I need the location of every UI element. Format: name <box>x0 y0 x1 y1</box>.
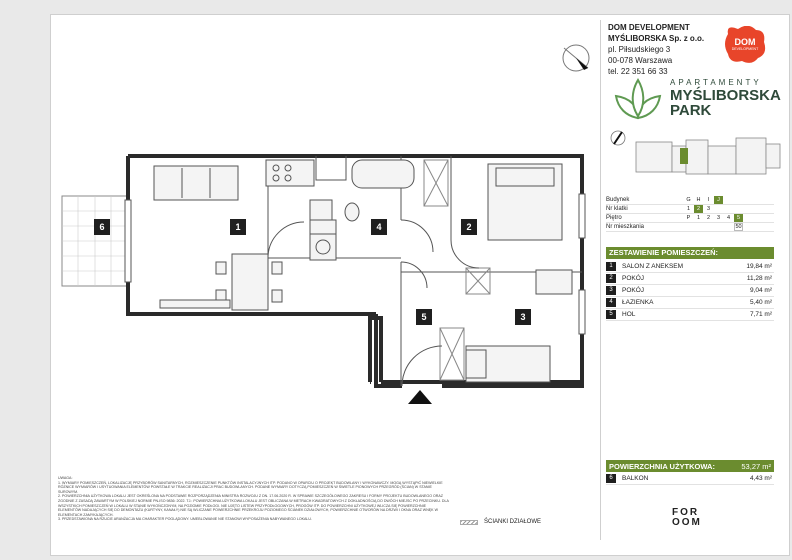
desk <box>536 270 572 294</box>
sofa <box>154 166 238 200</box>
entrance-arrow <box>408 390 432 404</box>
company-address: pl. Piłsudskiego 3 <box>608 45 671 54</box>
brand-middle: MYŚLIBORSKA <box>670 87 781 104</box>
dining-table <box>232 254 268 310</box>
compass-icon <box>560 42 592 74</box>
company-phone: tel. 22 351 66 33 <box>608 67 668 76</box>
floor-plan <box>56 150 596 410</box>
room-row: 2 POKÓJ 11,28 m² <box>606 273 774 285</box>
company-name: DOM DEVELOPMENT <box>608 23 690 32</box>
room-label-6: 6 <box>94 219 110 235</box>
room-row: 1 SALON Z ANEKSEM 19,84 m² <box>606 261 774 273</box>
notes: UWAGA: 1. WYMIARY POMIESZCZEŃ, LOKALIZACJĘ PRZYBORÓW SANITARNYCH, ROZMIESZCZENIE PUNKTÓW INSTALACYJNYCH ITP. PODANO W OPARCIU O PROJEKT BUDOWLANY I WYKONAWCZY. MOGĄ WYSTĄPIĆ NIEWIELKIE RÓŻNICE WYMIARÓW I USYTUOWANIA ELEMENTÓW POWSTAŁE W TRAKCIE REALIZACJI PRAC BUDOWLANYCH. PODANE WYMIARY DOTYCZĄ POMIESZCZEŃ W ŚWIETLE PIONOWYCH PRZEGRÓD (ŚCIAN) W STANIE SUROWYM. 2. POWIERZCHNIA UŻYTKOWA LOKALU JEST OKREŚLONA NA PODSTAWIE ROZPORZĄDZENIA MINISTRA ROZWOJU Z DN. 17.06.2020 R. W SPRAWIE SZCZEGÓŁOWEGO ZAKRESU I FORMY PROJEKTU BUDOWLANEGO ORAZ ZGODNIE Z ZASADĄ ZAWARTYM W POLSKIEJ NORMIE PN-ISO 9836: 2022. TJ.: POWIERZCHNIA UŻYTKOWA LOKALU JEST OBLICZANA W METRACH KWADRATOWYCH Z DOKŁADNOŚCIĄ DO DWÓCH MIEJSC PO PRZECINKU. DLA WSZYSTKICH POMIESZCZEŃ W LOKALU W STANIE WYKOŃCZONYM, NA POZIOMIE PODŁOGI. NIE UJĘTO LISTEW PRZYPODŁOGOWYCH, PROGÓW ITP. DO POWIERZCHNI UŻYTKOWEJ WLICZA SIĘ POWIERZCHNIE ELEMENTÓW NADAJĄCYCH SIĘ DO DEMONTAŻU (KURTYNY, KANAŁY) NIE SĄ WLICZANE POWIERZCHNIE PRZEKROJU POZIOMEGO ŚCIANEK DZIAŁOWYCH, POWIERZCHNIE OTWORÓW NA DRZWI I OKNA ORAZ WNĘK W ELEMENTACH ZAMYKAJĄCYCH. 3. PRZEDSTAWIONA NA RZUCIE ARANŻACJA MA CHARAKTER POGLĄDOWY. UMEBLOWANIE NIE STANOWI WYPOSAŻENIA NABYWANEGO LOKALU. <box>58 476 449 522</box>
legend: ŚCIANKI DZIAŁOWE <box>460 519 541 525</box>
meta-row-floor: Piętro P 1 2 3 4 5 <box>606 214 774 223</box>
company-city: 00-078 Warszawa <box>608 56 673 65</box>
company-info <box>608 22 704 77</box>
company-legal: MYŚLIBORSKA Sp. z o.o. <box>608 34 705 43</box>
room-label-3: 3 <box>515 309 531 325</box>
meta-row-building: Budynek G H I J <box>606 196 774 205</box>
room-row: 4 ŁAZIENKA 5,40 m² <box>606 297 774 309</box>
washbasin <box>310 200 332 222</box>
sheet-divider <box>600 20 601 540</box>
total-area: POWIERZCHNIA UŻYTKOWA: 53,27 m² <box>606 460 774 472</box>
room-row: 5 HOL 7,71 m² <box>606 309 774 321</box>
meta-row-apartment: Nr mieszkania 50 <box>606 223 774 232</box>
washing-machine <box>310 234 336 260</box>
meta-table <box>606 196 774 232</box>
brand-bottom: PARK <box>670 102 712 119</box>
room-label-2: 2 <box>461 219 477 235</box>
leaf-icon <box>610 76 666 120</box>
bathtub <box>352 160 414 188</box>
brand-logo <box>610 76 780 120</box>
dom-logo: DOM DEVELOPMENT <box>724 26 766 64</box>
foroom-logo: FOR OOM <box>672 507 702 528</box>
kitchen-counter <box>266 160 314 186</box>
room-row: 3 POKÓJ 9,04 m² <box>606 285 774 297</box>
balcony-row: 6 BALKON 4,43 m² <box>606 473 774 485</box>
room-label-4: 4 <box>371 219 387 235</box>
rooms-table <box>606 261 774 321</box>
tv-stand <box>160 300 230 308</box>
brand-top: APARTAMENTY <box>670 78 762 87</box>
hatch-swatch <box>460 520 478 525</box>
rooms-header: ZESTAWIENIE POMIESZCZEŃ: <box>606 247 774 259</box>
key-plan <box>606 128 786 190</box>
meta-row-staircase: Nr klatki 1 2 3 <box>606 205 774 214</box>
room-label-1: 1 <box>230 219 246 235</box>
room-label-5: 5 <box>416 309 432 325</box>
toilet <box>345 203 359 221</box>
